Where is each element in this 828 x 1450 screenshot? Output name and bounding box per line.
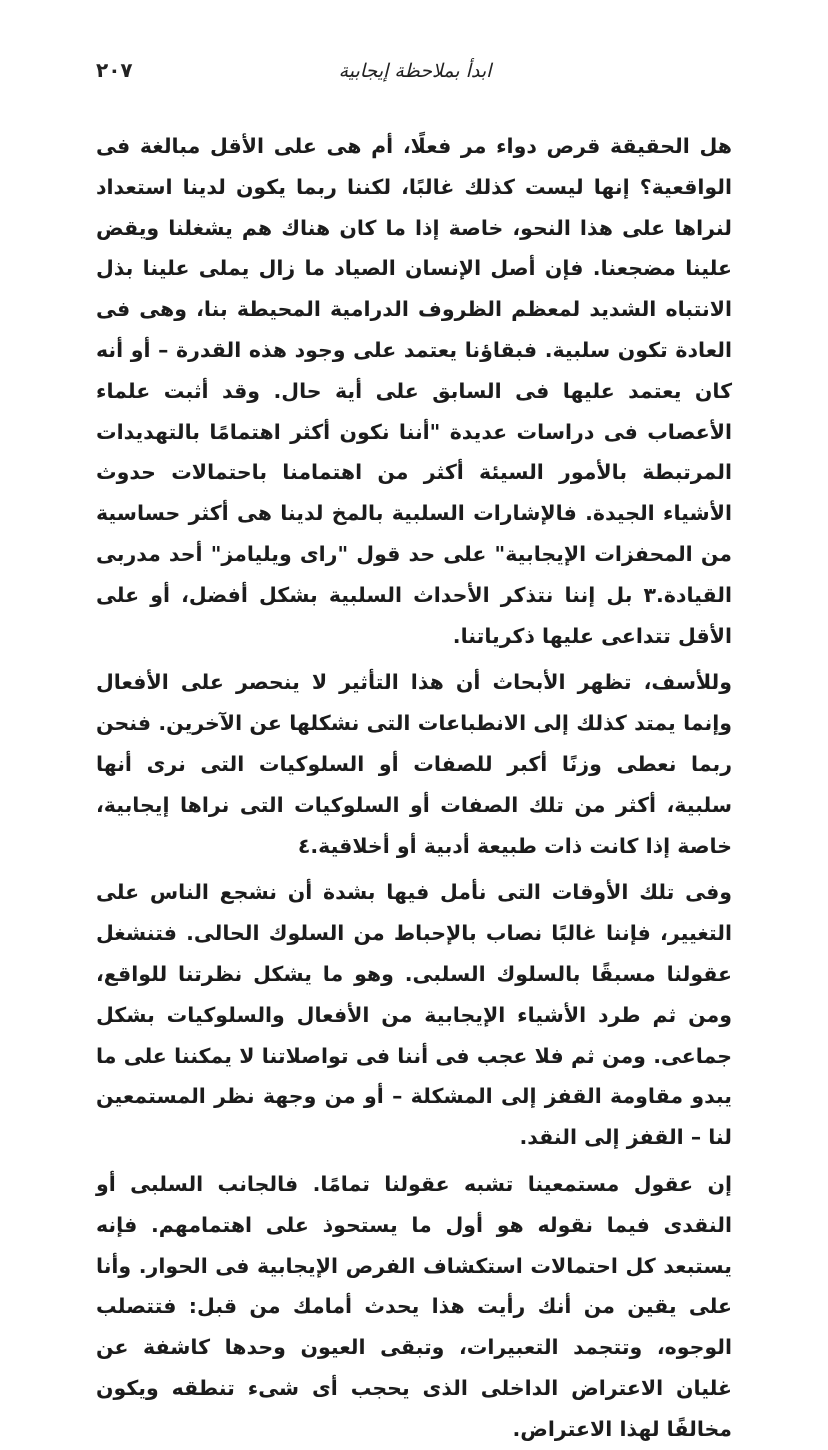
- chapter-title: ابدأ بملاحظة إيجابية: [338, 60, 492, 82]
- paragraph: وفى تلك الأوقات التى نأمل فيها بشدة أن نشجع الناس على التغيير، فإننا غالبًا نصاب بالإحباط من السلوك الحالى. فتنشغل عقولنا مسبقًا بالسلوك السلبى. وهو ما يشكل نظرتنا للواقع، ومن ثم طرد الأشياء الإيجابية من الأفعال والسلوكيات بشكل جماعى. ومن ثم فلا عجب فى أننا فى تواصلاتنا لا يمكننا على ما يبدو مقاومة القفز إلى المشكلة – أو من وجهة نظر المستمعين لنا – القفز إلى النقد.: [96, 880, 732, 1150]
- page-number: ٢٠٧: [96, 58, 133, 82]
- running-header: [96, 54, 734, 94]
- paragraph: إن عقول مستمعينا تشبه عقولنا تمامًا. فالجانب السلبى أو النقدى فيما نقوله هو أول ما يستحوذ على اهتمامهم. فإنه يستبعد كل احتمالات استكشاف الفرص الإيجابية فى الحوار. وأنا على يقين من أنك رأيت هذا يحدث أمامك من قبل: فتتصلب الوجوه، وتتجمد التعبيرات، وتبقى العيون وحدها كاشفة عن غليان الاعتراض الداخلى الذى يحجب أى شىء تنطقه ويكون مخالفًا لهذا الاعتراض.: [96, 1171, 732, 1441]
- paragraph: هل الحقيقة قرص دواء مر فعلًا، أم هى على الأقل مبالغة فى الواقعية؟ إنها ليست كذلك غالبًا، لكننا ربما يكون لدينا استعداد لنراها على هذا النحو، خاصة إذا ما كان هناك هم يشغلنا ويقض علينا مضجعنا. فإن أصل الإنسان الصياد ما زال يملى علينا بذل الانتباه الشديد لمعظم الظروف الدرامية المحيطة بنا، وهى فى العادة تكون سلبية. فبقاؤنا يعتمد على وجود هذه القدرة – أو أنه كان يعتمد عليها فى السابق على أية حال. وقد أثبت علماء الأعصاب فى دراسات عديدة "أننا نكون أكثر اهتمامًا بالتهديدات المرتبطة بالأمور السيئة أكثر من اهتمامنا باحتمالات حدوث الأشياء الجيدة. فالإشارات السلبية بالمخ لدينا هى أكثر حساسية من المحفزات الإيجابية" على حد قول "راى ويليامز" أحد مدربى القيادة.٣ بل إننا نتذكر الأحداث السلبية بشكل أفضل، أو على الأقل تتداعى عليها ذكرياتنا.: [96, 134, 732, 648]
- paragraph: وللأسف، تظهر الأبحاث أن هذا التأثير لا ينحصر على الأفعال وإنما يمتد كذلك إلى الانطباعات التى نشكلها عن الآخرين. فنحن ربما نعطى وزنًا أكبر للصفات أو السلوكيات التى نرى أنها سلبية، أكثر من تلك الصفات أو السلوكيات التى نراها إيجابية، خاصة إذا كانت ذات طبيعة أدبية أو أخلاقية.٤: [96, 670, 732, 858]
- body-text: [96, 126, 732, 1450]
